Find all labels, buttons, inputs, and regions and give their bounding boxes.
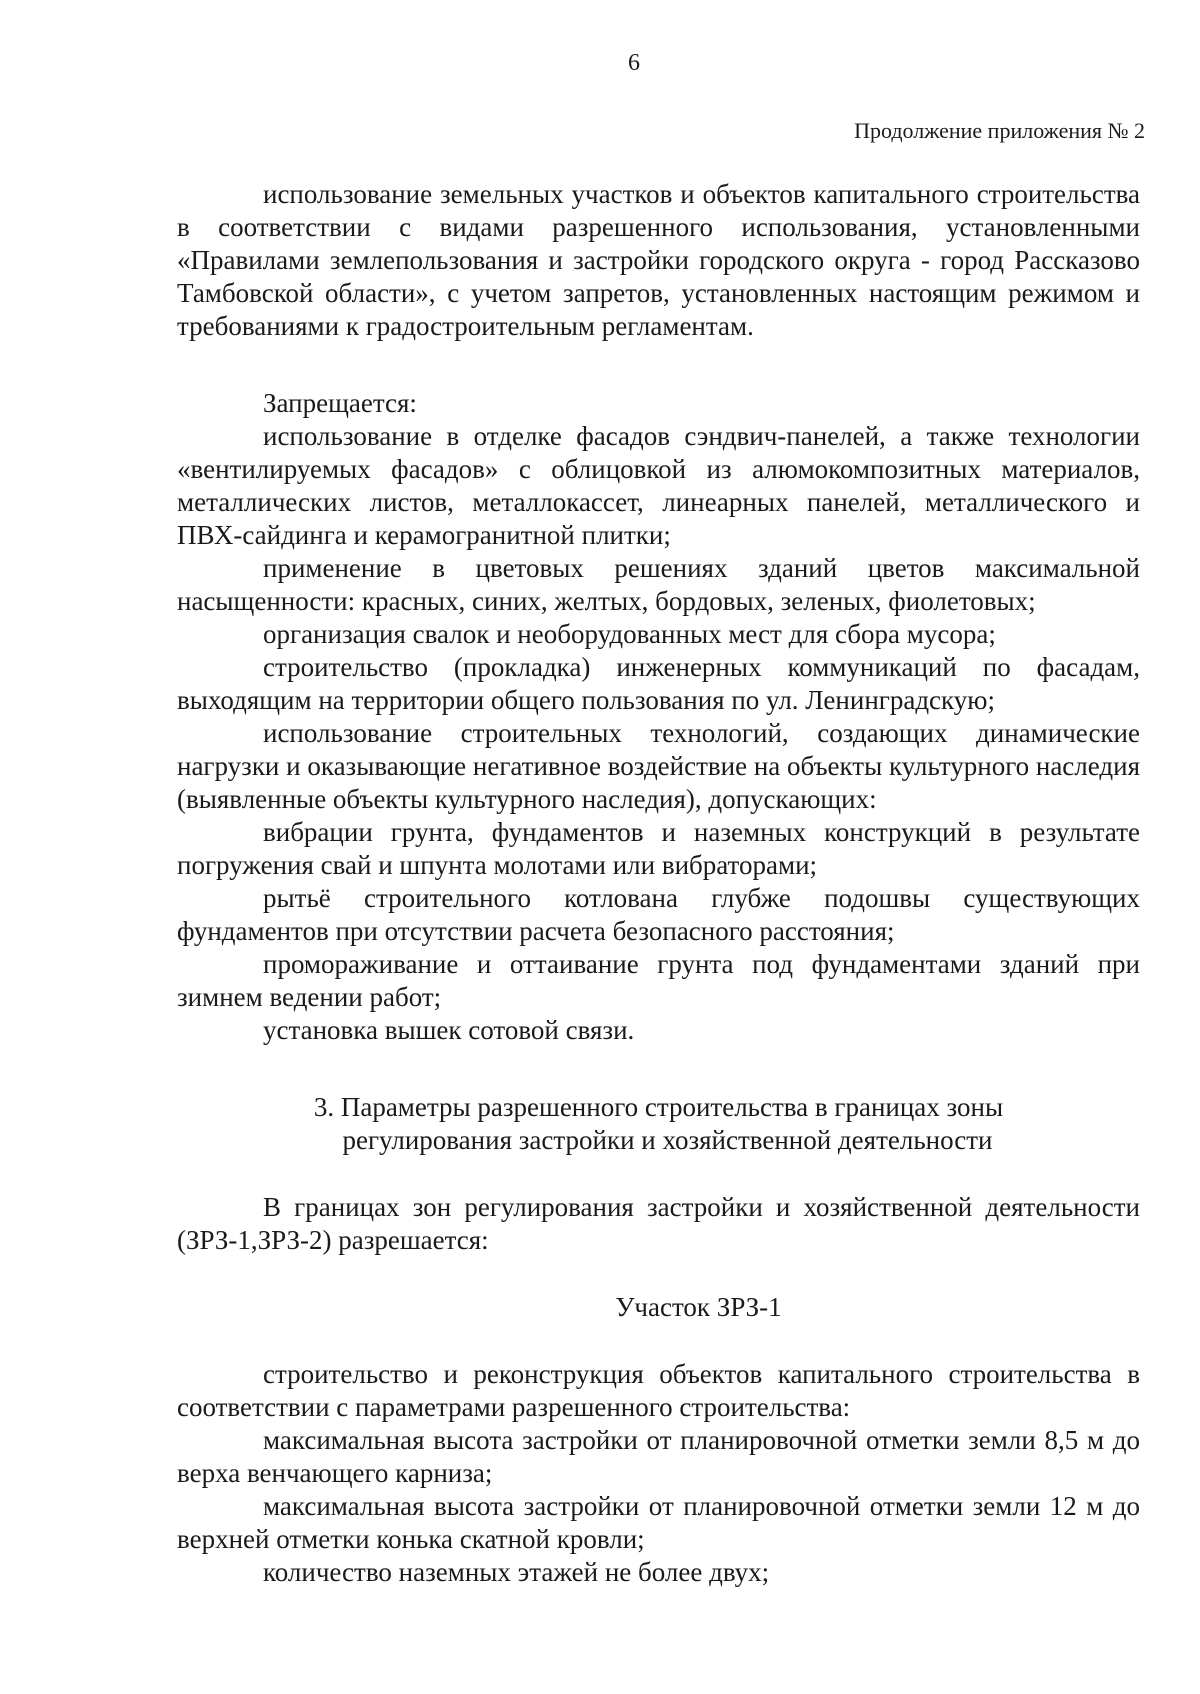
prohibited-heading: Запрещается:: [263, 388, 417, 418]
prohibited-item: вибрации грунта, фундаментов и наземных конструкций в результате погружения свай и шпунта молотами или вибраторами;: [177, 817, 1140, 880]
section-3-heading: [177, 1091, 1140, 1157]
section-3-heading-line: 3. Параметры разрешенного строительства в границах зоны: [313, 1092, 1004, 1122]
page-number: 6: [628, 50, 640, 76]
paragraph-allowed-use: использование земельных участков и объектов капитального строительства в соответствии с видами разрешенного использования, установленными «Правилами землепользования и застройки городского округа - город Рассказово Тамбовской области», с учетом запретов, установленных настоящим режимом и требованиями к градостроительным регламентам.: [177, 179, 1140, 341]
prohibited-item: использование строительных технологий, создающих динамические нагрузки и оказывающие негативное воздействие на объекты культурного наследия (выявленные объекты культурного наследия), допускающих:: [177, 718, 1140, 814]
prohibited-item: промораживание и оттаивание грунта под фундаментами зданий при зимнем ведении работ;: [177, 949, 1140, 1012]
zone-item: строительство и реконструкция объектов капитального строительства в соответствии с параметрами разрешенного строительства:: [177, 1359, 1140, 1422]
prohibited-item: строительство (прокладка) инженерных коммуникаций по фасадам, выходящим на территории общего пользования по ул. Ленинградскую;: [177, 652, 1140, 715]
section-3-heading-line: регулирования застройки и хозяйственной деятельности: [342, 1125, 993, 1155]
section-3-intro: В границах зон регулирования застройки и хозяйственной деятельности (ЗРЗ-1,ЗРЗ-2) разрешается:: [177, 1192, 1140, 1255]
prohibited-item: рытьё строительного котлована глубже подошвы существующих фундаментов при отсутствии расчета безопасного расстояния;: [177, 883, 1140, 946]
prohibited-item: установка вышек сотовой связи.: [263, 1015, 635, 1045]
appendix-continuation-label: Продолжение приложения № 2: [854, 118, 1145, 143]
zone-item: количество наземных этажей не более двух;: [263, 1557, 770, 1587]
document-body: [177, 178, 1140, 1589]
prohibited-item: организация свалок и необорудованных мест для сбора мусора;: [263, 619, 996, 649]
prohibited-item: применение в цветовых решениях зданий цветов максимальной насыщенности: красных, синих, желтых, бордовых, зеленых, фиолетовых;: [177, 553, 1140, 616]
zone-zrz1-heading: Участок ЗРЗ-1: [615, 1292, 782, 1322]
zone-item: максимальная высота застройки от планировочной отметки земли 8,5 м до верха венчающего карниза;: [177, 1425, 1140, 1488]
prohibited-item: использование в отделке фасадов сэндвич-панелей, а также технологии «вентилируемых фасадов» с облицовкой из алюмокомпозитных материалов, металлических листов, металлокассет, линеарных панелей, металлического и ПВХ-сайдинга и керамогранитной плитки;: [177, 421, 1140, 550]
zone-item: максимальная высота застройки от планировочной отметки земли 12 м до верхней отметки конька скатной кровли;: [177, 1491, 1140, 1554]
